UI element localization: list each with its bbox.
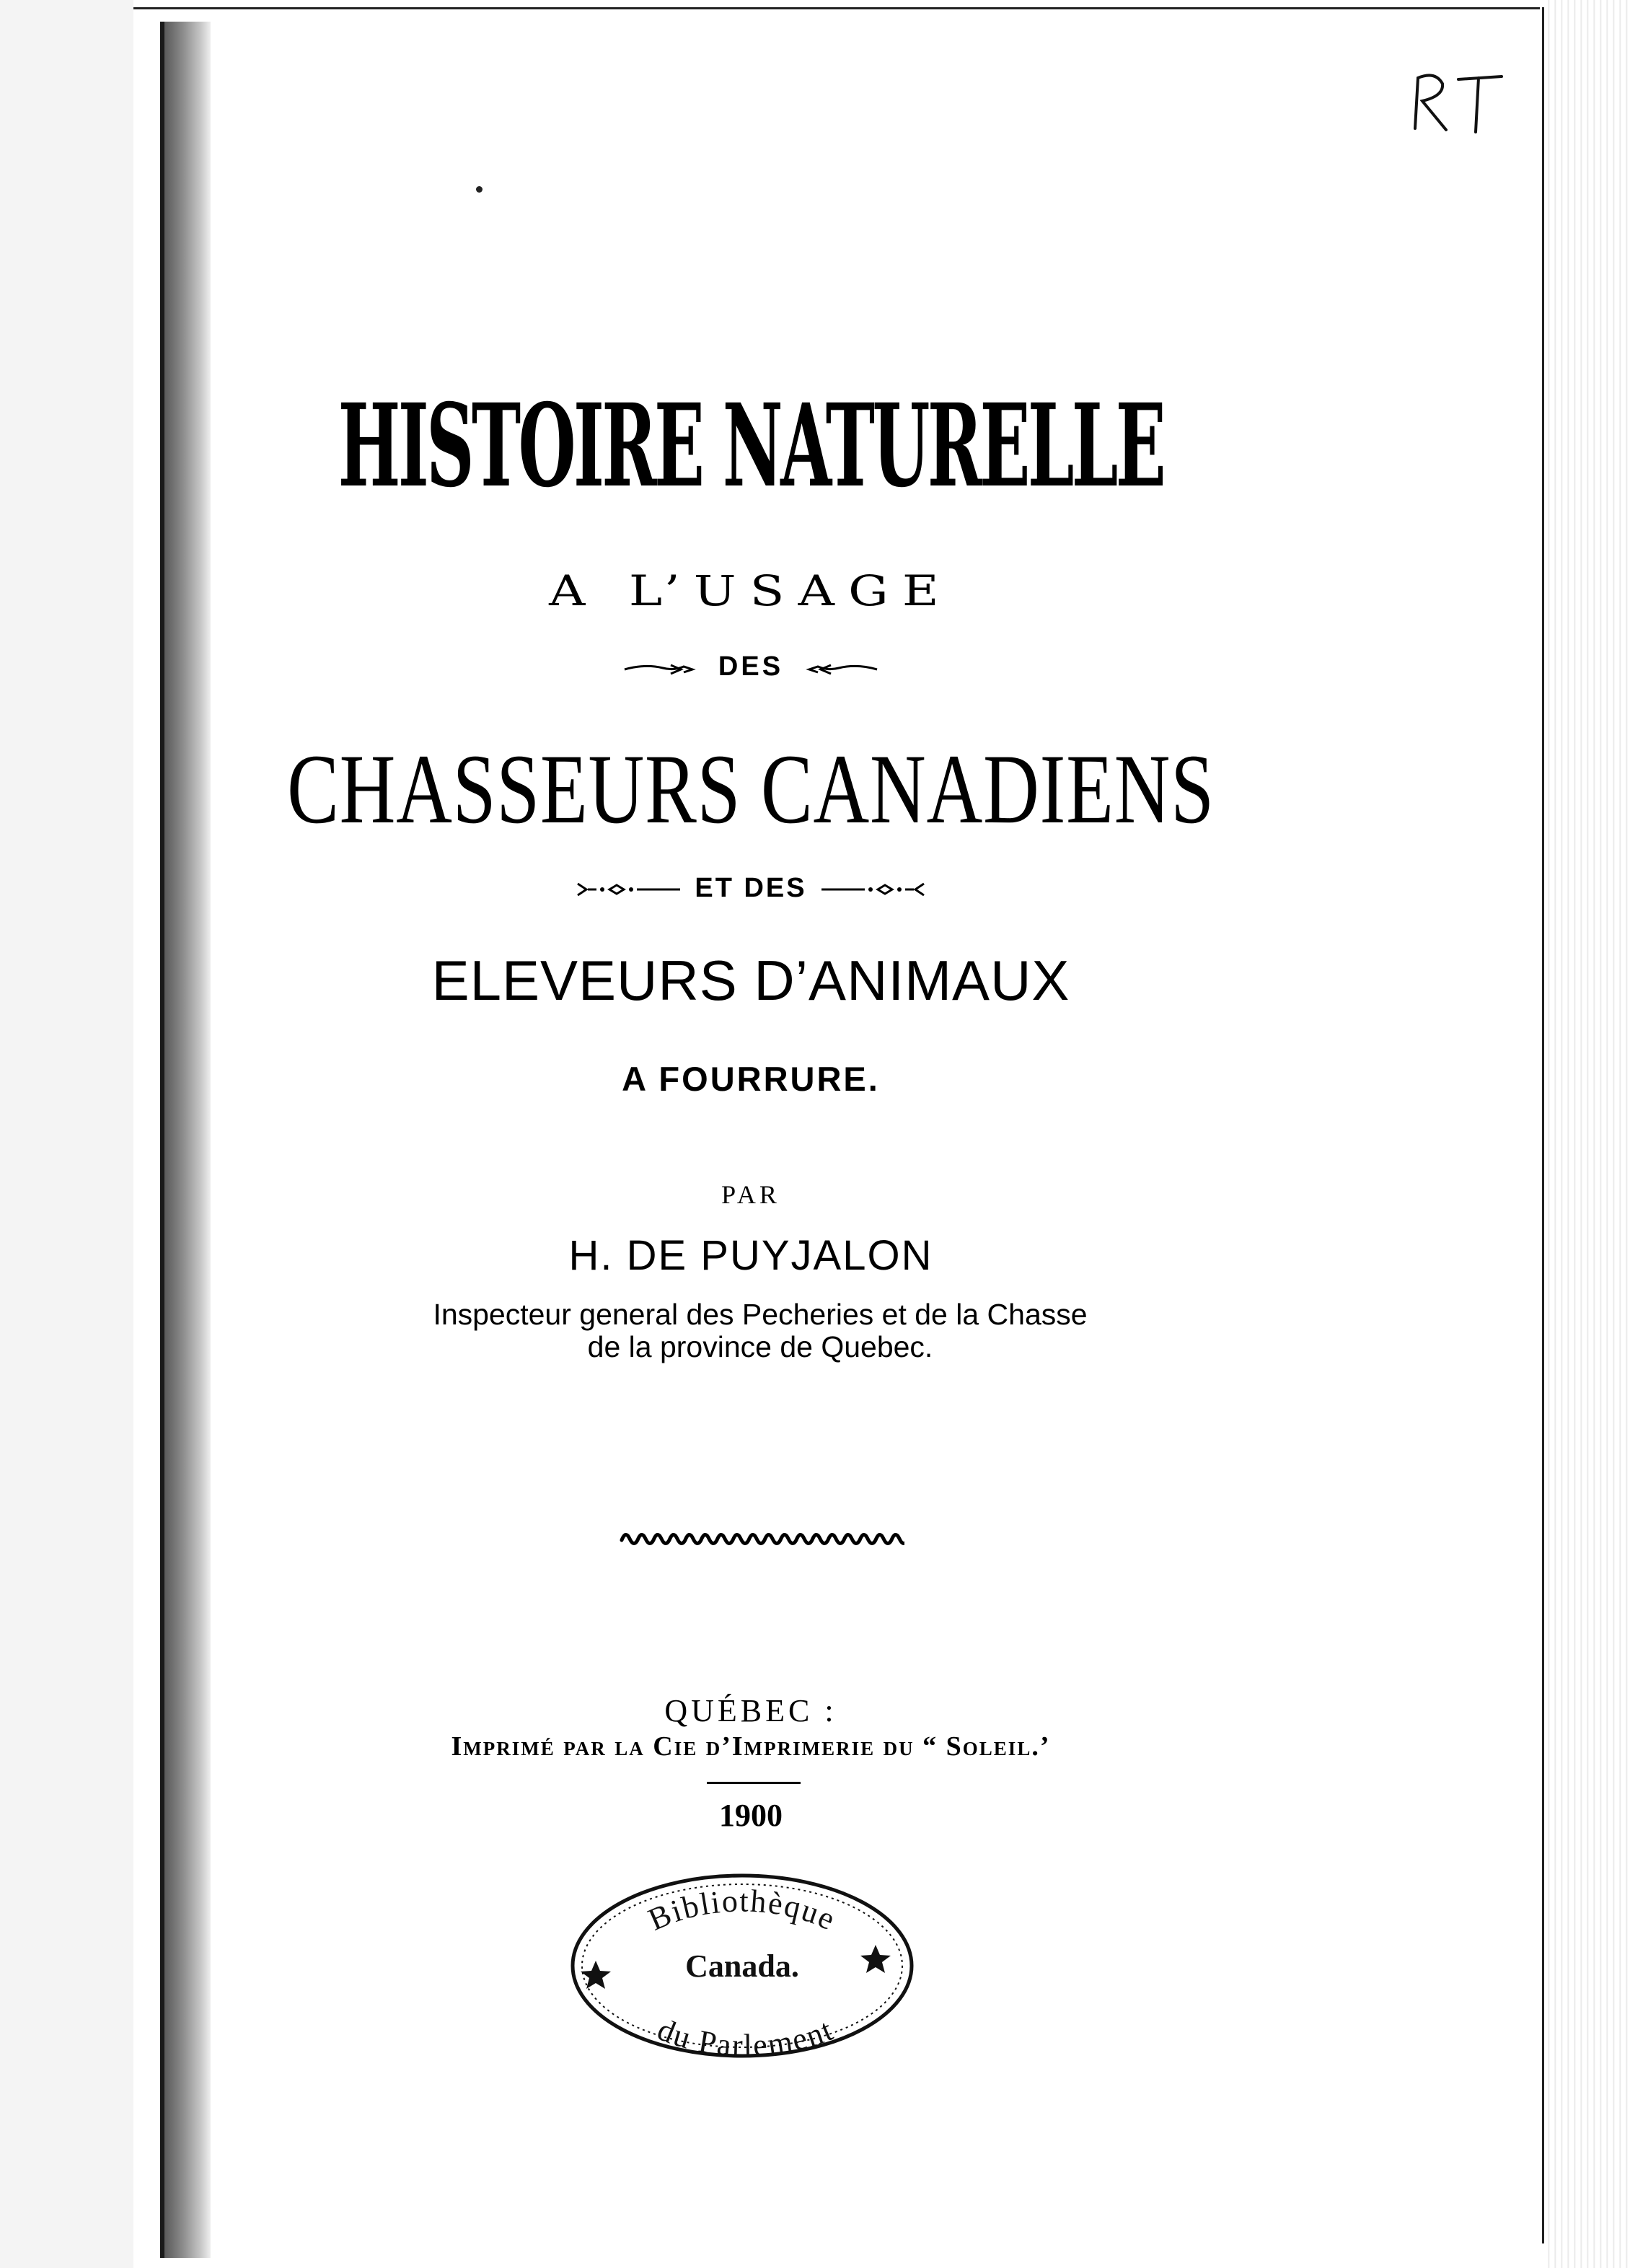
title-line-3 <box>0 653 1508 680</box>
author-role-line-2: de la province de Quebec. <box>587 1330 933 1364</box>
author-name: H. DE PUYJALON <box>568 1232 933 1279</box>
author-role-line-1: Inspecteur general des Pecheries et de la Chasse <box>433 1298 1088 1331</box>
ink-speck <box>476 186 483 193</box>
stamp-line-2: Canada. <box>685 1948 799 1984</box>
stamp-line-1: Bibliothèque <box>643 1883 842 1938</box>
title-line-4: CHASSEURS CANADIENS <box>287 734 1215 844</box>
ornament-left-icon <box>623 659 702 677</box>
title-line-1: HISTOIRE NATURELLE <box>338 379 1164 513</box>
page-stack-edge <box>1543 0 1630 2268</box>
ornament-right-2-icon <box>819 879 927 900</box>
ornament-left-2-icon <box>575 879 683 900</box>
imprint-printer: Imprimé par la Cie d’Imprimerie du “ Soleil.’ <box>451 1731 1051 1762</box>
title-line-6: ELEVEURS D’ANIMAUX <box>431 949 1070 1012</box>
title-line-7: A FOURRURE. <box>622 1060 880 1098</box>
scan-top-border <box>133 7 1540 9</box>
author-by: PAR <box>721 1180 780 1209</box>
wavy-rule <box>619 1524 904 1553</box>
author-role <box>414 1298 1106 1363</box>
scan-right-border <box>1542 7 1544 2243</box>
title-line-5-text: ET DES <box>695 873 807 903</box>
imprint-rule <box>707 1782 801 1784</box>
star-right-icon <box>860 1945 891 1973</box>
title-line-2: A L’USAGE <box>549 566 953 615</box>
left-margin <box>0 0 133 2268</box>
imprint-city: QUÉBEC : <box>664 1693 837 1728</box>
imprint-year: 1900 <box>719 1798 783 1833</box>
title-line-3-text: DES <box>718 651 784 682</box>
library-stamp <box>565 1868 919 2063</box>
ornament-right-icon <box>799 659 878 677</box>
title-line-5 <box>0 874 1508 902</box>
binding-shadow <box>164 22 211 2258</box>
stamp-line-3: du Parlement <box>652 2011 840 2063</box>
handwritten-note <box>1406 63 1515 143</box>
star-left-icon <box>581 1961 611 1989</box>
